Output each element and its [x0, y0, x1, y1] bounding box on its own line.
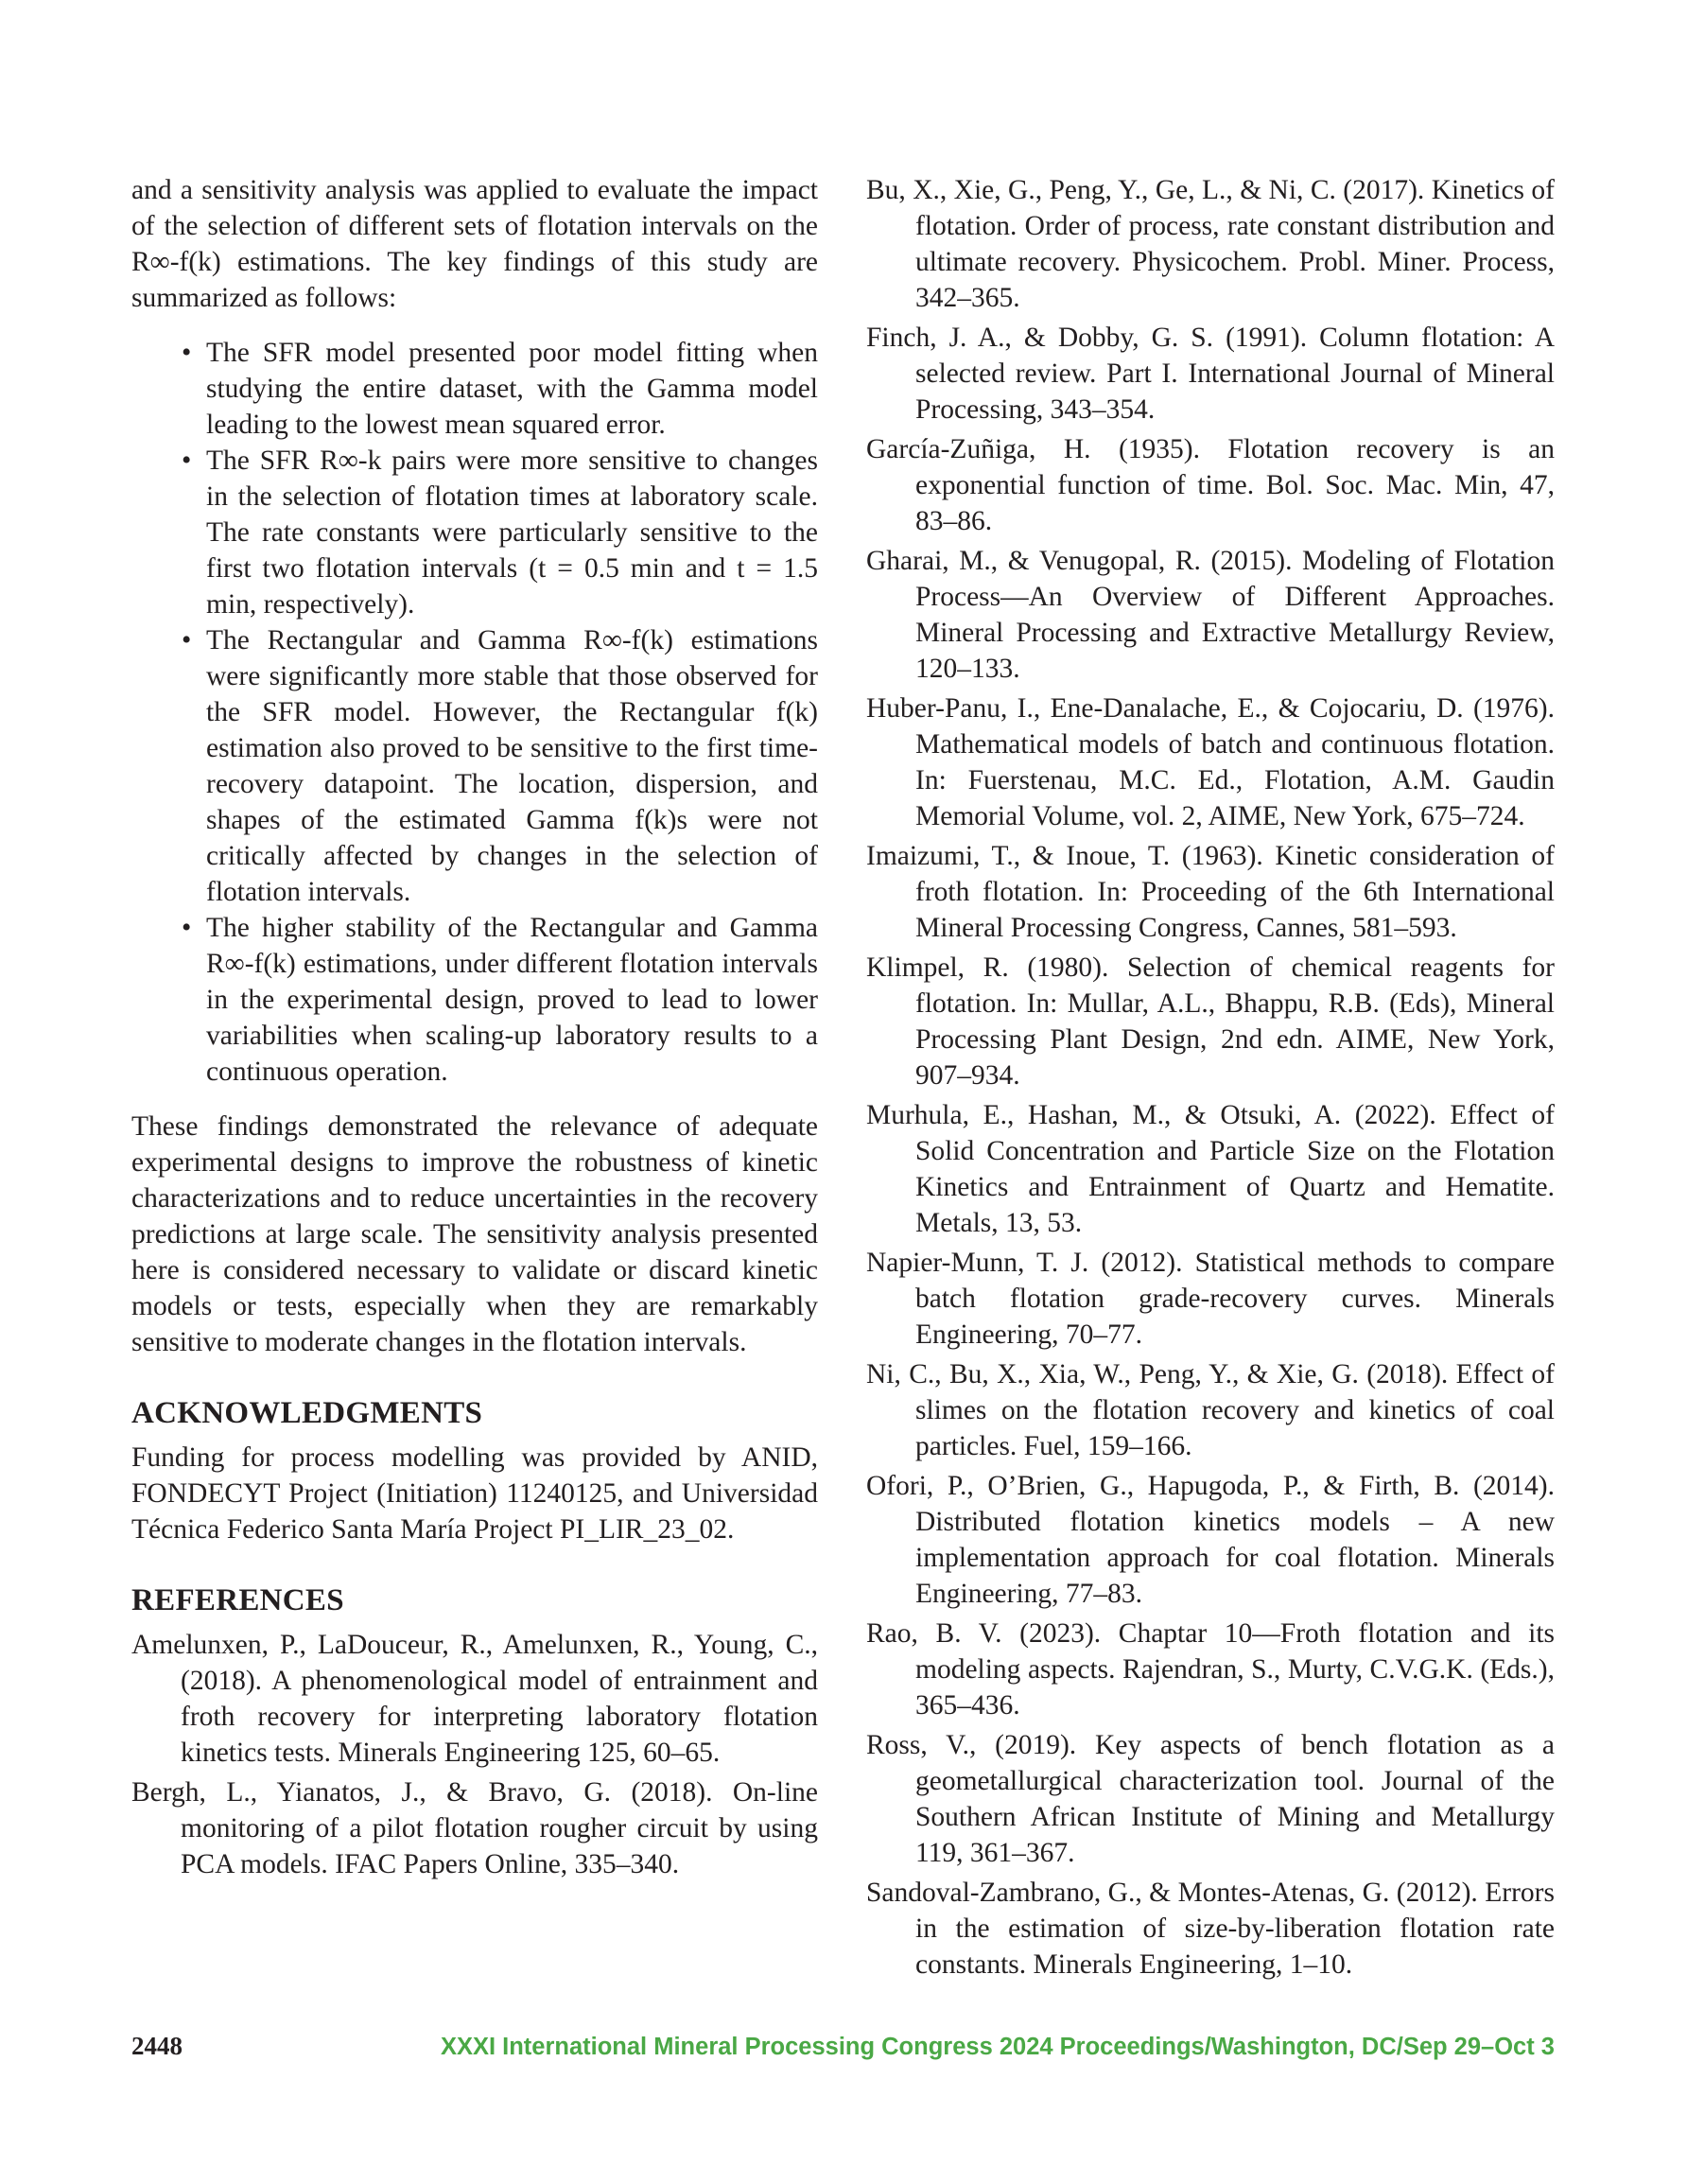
page-footer	[131, 2032, 1555, 2070]
reference-item: Gharai, M., & Venugopal, R. (2015). Modeling of Flotation Process—An Overview of Different Approaches. Mineral Processing and Extractive Metallurgy Review, 120–133.	[866, 546, 1555, 684]
reference-item: Sandoval-Zambrano, G., & Montes-Atenas, G. (2012). Errors in the estimation of size-by-liberation flotation rate constants. Minerals Engineering, 1–10.	[866, 1878, 1555, 1980]
reference-item: Bu, X., Xie, G., Peng, Y., Ge, L., & Ni, C. (2017). Kinetics of flotation. Order of process, rate constant distribution and ultimate recovery. Physicochem. Probl. Miner. Process, 342–365.	[866, 175, 1555, 313]
reference-item: García-Zuñiga, H. (1935). Flotation recovery is an exponential function of time. Bol. Soc. Mac. Min, 47, 83–86.	[866, 434, 1555, 536]
reference-item: Ofori, P., O’Brien, G., Hapugoda, P., & Firth, B. (2014). Distributed flotation kinetics models – A new implementation approach for coal flotation. Minerals Engineering, 77–83.	[866, 1471, 1555, 1609]
reference-item: Imaizumi, T., & Inoue, T. (1963). Kinetic consideration of froth flotation. In: Proceeding of the 6th International Mineral Processing Congress, Cannes, 581–593.	[866, 841, 1555, 943]
right-column	[866, 172, 1555, 1986]
finding-item: • The higher stability of the Rectangular and Gamma R∞-f(k) estimations, under different flotation intervals in the experimental design, proved to lead to lower variabilities when scaling-up laboratory results to a continuous operation.	[206, 910, 818, 1090]
finding-item: • The SFR R∞-k pairs were more sensitive to changes in the selection of flotation times at laboratory scale. The rate constants were particularly sensitive to the first two flotation intervals (t = 0.5 min and t = 1.5 min, respectively).	[206, 443, 818, 622]
reference-item: Rao, B. V. (2023). Chaptar 10—Froth flotation and its modeling aspects. Rajendran, S., Murty, C.V.G.K. (Eds.), 365–436.	[866, 1618, 1555, 1721]
findings-list	[131, 335, 818, 1090]
page-number: 2448	[131, 2032, 183, 2060]
finding-item: • The SFR model presented poor model fitting when studying the entire dataset, with the Gamma model leading to the lowest mean squared error.	[206, 335, 818, 443]
reference-item: Bergh, L., Yianatos, J., & Bravo, G. (2018). On-line monitoring of a pilot flotation rougher circuit by using PCA models. IFAC Papers Online, 335–340.	[131, 1777, 818, 1879]
conference-title: XXXI International Mineral Processing Congress 2024 Proceedings/Washington, DC/Sep 29–Oct 3	[440, 2034, 1555, 2060]
finding-item: • The Rectangular and Gamma R∞-f(k) estimations were significantly more stable that those observed for the SFR model. However, the Rectangular f(k) estimation also proved to be sensitive to the first time-recovery datapoint. The location, dispersion, and shapes of the estimated Gamma f(k)s were not critically affected by changes in the selection of flotation intervals.	[206, 622, 818, 910]
reference-item: Finch, J. A., & Dobby, G. S. (1991). Column flotation: A selected review. Part I. International Journal of Mineral Processing, 343–354.	[866, 323, 1555, 425]
intro-paragraph: and a sensitivity analysis was applied to evaluate the impact of the selection of different sets of flotation intervals on the R∞-f(k) estimations. The key findings of this study are summarized as follows:	[131, 175, 818, 313]
left-column	[131, 172, 818, 1886]
reference-item: Murhula, E., Hashan, M., & Otsuki, A. (2022). Effect of Solid Concentration and Particle Size on the Flotation Kinetics and Entrainment of Quartz and Hematite. Metals, 13, 53.	[866, 1100, 1555, 1238]
reference-item: Ni, C., Bu, X., Xia, W., Peng, Y., & Xie, G. (2018). Effect of slimes on the flotation recovery and kinetics of coal particles. Fuel, 159–166.	[866, 1359, 1555, 1461]
reference-item: Klimpel, R. (1980). Selection of chemical reagents for flotation. In: Mullar, A.L., Bhappu, R.B. (Eds), Mineral Processing Plant Design, 2nd edn. AIME, New York, 907–934.	[866, 952, 1555, 1091]
reference-item: Napier-Munn, T. J. (2012). Statistical methods to compare batch flotation grade-recovery curves. Minerals Engineering, 70–77.	[866, 1248, 1555, 1350]
conclusion-paragraph: These findings demonstrated the relevance of adequate experimental designs to improve the robustness of kinetic characterizations and to reduce uncertainties in the recovery predictions at large scale. The sensitivity analysis presented here is considered necessary to validate or discard kinetic models or tests, especially when they are remarkably sensitive to moderate changes in the flotation intervals.	[131, 1111, 818, 1357]
references-heading: REFERENCES	[131, 1583, 344, 1617]
acknowledgments-text: Funding for process modelling was provided by ANID, FONDECYT Project (Initiation) 11240125, and Universidad Técnica Federico Santa María Project PI_LIR_23_02.	[131, 1442, 818, 1545]
acknowledgments-heading: ACKNOWLEDGMENTS	[131, 1396, 483, 1430]
reference-item: Huber-Panu, I., Ene-Danalache, E., & Cojocariu, D. (1976). Mathematical models of batch and continuous flotation. In: Fuerstenau, M.C. Ed., Flotation, A.M. Gaudin Memorial Volume, vol. 2, AIME, New York, 675–724.	[866, 693, 1555, 831]
reference-item: Ross, V., (2019). Key aspects of bench flotation as a geometallurgical characterization tool. Journal of the Southern African Institute of Mining and Metallurgy 119, 361–367.	[866, 1730, 1555, 1868]
reference-item: Amelunxen, P., LaDouceur, R., Amelunxen, R., Young, C., (2018). A phenomenological model of entrainment and froth recovery for interpreting laboratory flotation kinetics tests. Minerals Engineering 125, 60–65.	[131, 1630, 818, 1768]
